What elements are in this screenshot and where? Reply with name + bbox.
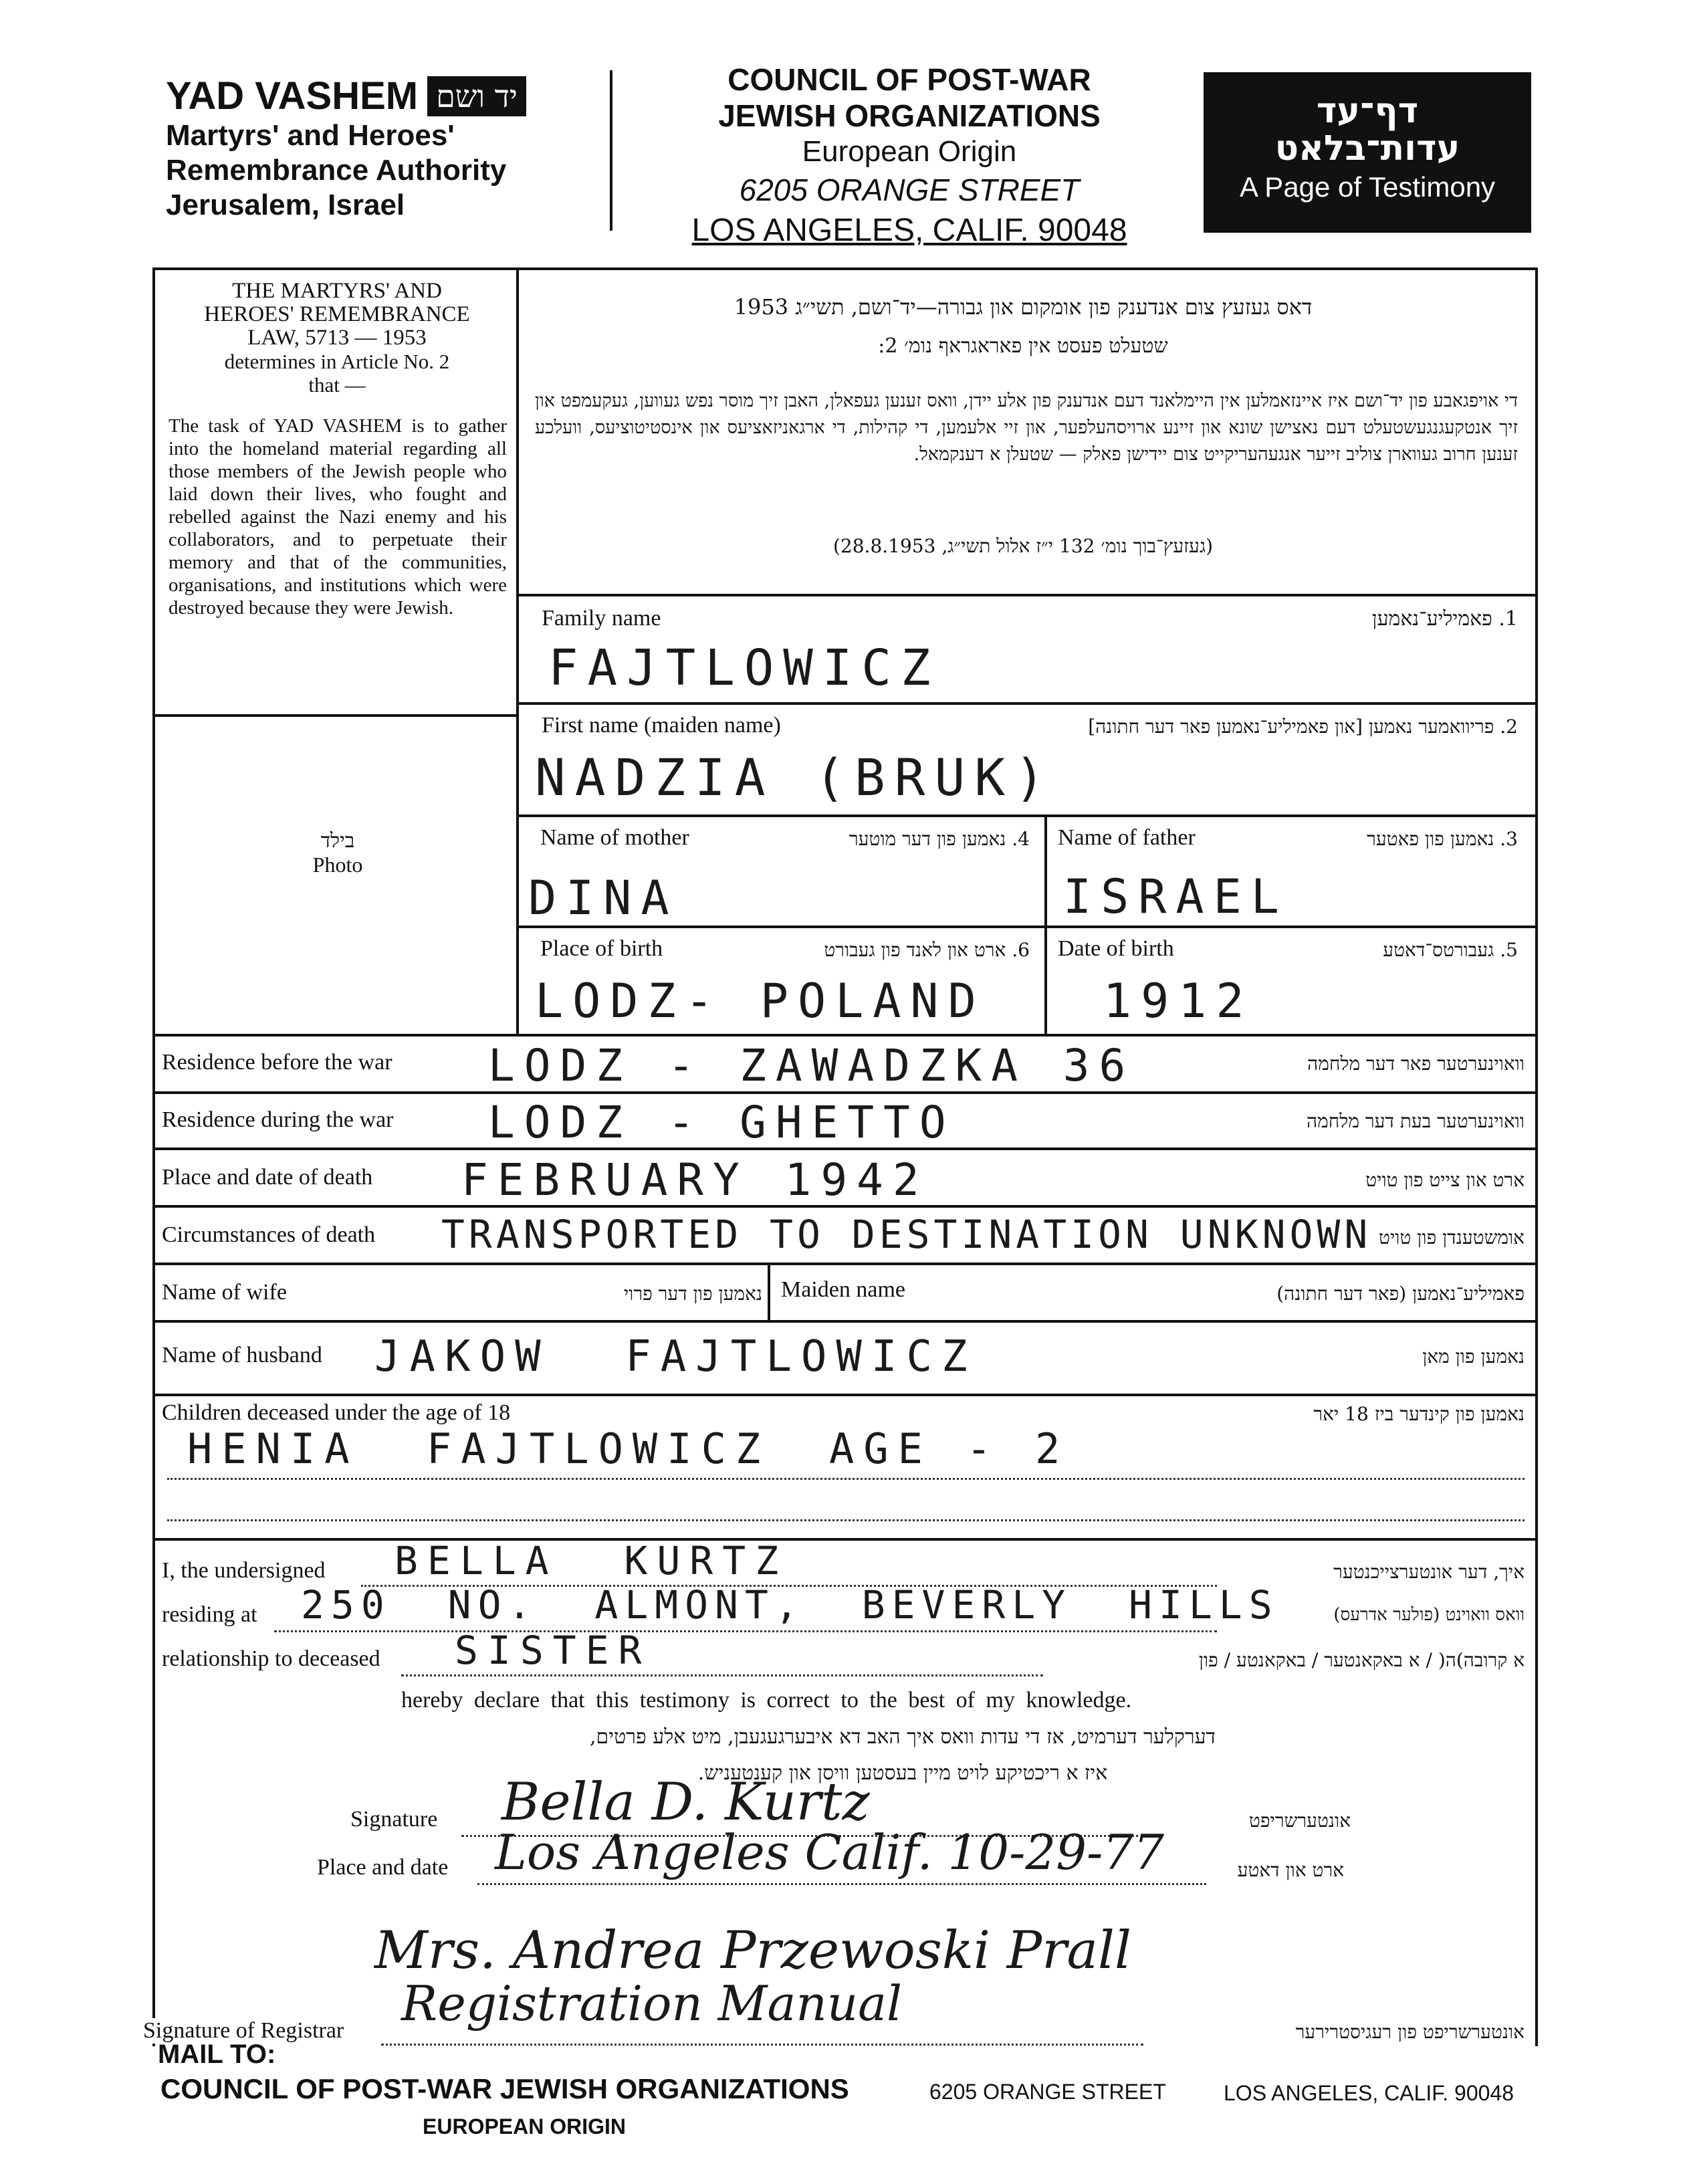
yiddish-law-ref: (געזעץ־בוך נומ׳ 132 י״ז אלול תשי״ג, 28.8.1953) [832,535,1213,557]
row-line-4 [516,925,1537,928]
header-divider [610,70,612,231]
signature-value[interactable]: Bella D. Kurtz [501,1772,870,1832]
council-line4: 6205 ORANGE STREET [739,173,1080,207]
law-bottom [152,714,519,717]
registrar-label: Signature of Registrar [143,2018,346,2044]
death-label: Place and date of death [162,1165,373,1190]
res-during-label: Residence during the war [162,1107,394,1132]
husband-heb: נאמען פון מאן [1422,1345,1525,1368]
signature-heb: אונטערשריפט [1248,1810,1351,1832]
registrar-value-1[interactable]: Mrs. Andrea Przewoski Prall [374,1921,1131,1981]
first-name-heb: 2. פריוואמער נאמען [און פאמיליע־נאמען פאר דער חתונה] [1088,716,1518,738]
relation-heb: א קרובה)ה( / א באקאנטער / באקאנטע / פון [1198,1649,1525,1671]
law-line3: LAW, 5713 — 1953 [247,326,427,350]
children-dots-2 [167,1519,1525,1521]
testimony-en: A Page of Testimony [1239,171,1496,203]
declare-heb1: דערקלער דערמיט, אז די עדות וואס איך האב דא איבערגעגעבן, מיט אלע פרטים, [590,1725,1216,1749]
residing-heb: וואס וואוינט (פולער אדרעס) [1333,1605,1525,1625]
row-line-5 [152,1091,1538,1094]
husband-label: Name of husband [162,1343,322,1368]
birth-date-heb: 5. געבורטס־דאטע [1383,939,1518,961]
yiddish-law-title: דאס געזעץ צום אנדענק פון אומקום און גבורה—יד־ושם, תשי״ג 1953 [734,294,1313,320]
father-value[interactable]: ISRAEL [1063,869,1288,924]
row-line-1 [516,594,1537,596]
wife-label: Name of wife [162,1280,287,1305]
mother-heb: 4. נאמען פון דער מוטער [849,828,1030,850]
yad-vashem-line1: Martyrs' and Heroes' [166,119,455,152]
row-line-10 [152,1394,1538,1396]
relation-dots [401,1674,1043,1676]
footer-street: 6205 ORANGE STREET [929,2080,1166,2104]
registrar-value-2[interactable]: Registration Manual [401,1975,903,2032]
husband-value[interactable]: JAKOW FAJTLOWICZ [374,1332,977,1382]
mother-value[interactable]: DINA [528,871,679,925]
photo-heb: בילד [320,829,355,853]
undersigned-value[interactable]: BELLA KURTZ [395,1538,788,1584]
footer-org: COUNCIL OF POST-WAR JEWISH ORGANIZATIONS [160,2073,849,2104]
place-date-label: Place and date [317,1855,449,1880]
page-of-testimony-box [1204,72,1531,233]
decl-right-rail [1535,1538,1538,2046]
row-line-2 [516,702,1537,705]
law-line2: HEROES' REMEMBRANCE [204,302,470,326]
relation-label: relationship to deceased [162,1646,380,1671]
footer-city: LOS ANGELES, CALIF. 90048 [1224,2081,1514,2105]
yad-vashem-name: YAD VASHEM [166,74,419,118]
col-divider [1044,814,1047,1035]
circumstances-heb: אומשטענדן פון טויט [1379,1226,1525,1248]
signature-label: Signature [350,1807,438,1832]
lower-left-rail [152,1034,155,1541]
place-date-dots [477,1883,1206,1885]
photo-area [160,829,515,877]
res-before-value[interactable]: LODZ - ZAWADZKA 36 [488,1040,1135,1091]
father-label: Name of father [1058,825,1196,850]
yiddish-law-body: די אויפגאבע פון יד־ושם איז איינזאמלען אין היימלאנד דעם אנדענק פון אלע יידן, וואס זענען געפאלן, האבן זיך מוסר נפש געווען, געקעמפט און זיך אנטקעגנגעשטעלט דעם נאצישן שונא און זיינע ארויסהעלפער, און זיי אלעמען, די קהילות, די ארגאניזאציעס און אינסטיטוציעס, וועלכע זענען חרוב געווארן צוליב זייער אנגעהעריקייט צום יידישן פאלק — שטעלן א דענקמאל. [535,391,1518,465]
decl-left-rail [152,1538,155,2046]
registrar-heb: אונטערשריפט פון רעגיסטרירער [1295,2021,1525,2043]
mother-label: Name of mother [540,825,689,850]
frame-right [1535,267,1538,1036]
law-divider [516,267,519,1036]
residing-label: residing at [162,1602,257,1627]
testimony-heb1: דף־עד [1316,91,1419,131]
law-body: The task of YAD VASHEM is to gather into the homeland material regarding all those members of the Jewish people who laid down their lives, who fought and rebelled against the Nazi enemy and his collaborators, and to perpetuate their memory and that of the communities, organisations, and institutions which were destroyed because they were Jewish. [168,415,507,619]
council-line5: LOS ANGELES, CALIF. 90048 [691,213,1127,248]
mail-to: MAIL TO: [158,2040,276,2069]
photo-label: Photo [312,853,363,877]
council-line1: COUNCIL OF POST-WAR [727,62,1091,97]
undersigned-label: I, the undersigned [162,1558,326,1583]
yiddish-law-sub: שטעלט פעסט אין פאראגראף נומ׳ 2: [878,334,1168,358]
frame-left [152,267,155,1036]
declare-en: hereby declare that this testimony is correct to the best of my knowledge. [401,1688,1132,1713]
family-name-heb: 1. פאמיליע־נאמען [1371,607,1518,631]
law-line4: determines in Article No. 2 [224,350,450,373]
place-date-heb: ארט און דאטע [1237,1859,1344,1881]
law-line5: that — [308,373,366,397]
children-age[interactable]: AGE - 2 [829,1424,1070,1473]
first-name-label: First name (maiden name) [542,713,781,738]
council-block [642,62,1177,251]
row-line-8 [152,1263,1538,1265]
yad-vashem-line2: Remembrance Authority [166,154,507,187]
birth-date-label: Date of birth [1058,936,1174,961]
residing-dots [274,1630,1217,1632]
maiden-heb: פאמיליע־נאמען (פאר דער חתונה) [1276,1283,1525,1305]
children-dots-1 [167,1478,1525,1480]
res-during-value[interactable]: LODZ - GHETTO [488,1097,955,1148]
birth-place-label: Place of birth [540,936,663,961]
yad-vashem-block [166,74,600,223]
family-name-label: Family name [542,606,661,631]
law-line1: THE MARTYRS' AND [232,279,442,303]
res-before-label: Residence before the war [162,1050,392,1075]
birth-place-value[interactable]: LODZ- POLAND [535,974,986,1028]
first-name-value[interactable]: NADZIA (BRUK) [535,748,1054,807]
father-heb: 3. נאמען פון פאטער [1367,828,1518,850]
footer-origin: EUROPEAN ORIGIN [423,2114,627,2139]
frame-bottom [152,1034,1538,1036]
law-heading [160,280,514,397]
birth-date-value[interactable]: 1912 [1103,974,1254,1028]
children-value[interactable]: HENIA FAJTLOWICZ [187,1424,770,1473]
death-heb: ארט און צייט פון טויט [1365,1169,1525,1191]
residing-value[interactable]: 250 NO. ALMONT, BEVERLY HILLS [301,1582,1279,1628]
row-line-9 [152,1320,1538,1323]
council-line2: JEWISH ORGANIZATIONS [718,98,1101,133]
row-line-11 [152,1538,1538,1541]
wife-heb: נאמען פון דער פרוי [623,1283,762,1305]
res-before-heb: וואוינערטער פאר דער מלחמה [1307,1053,1525,1075]
family-name-value[interactable]: FAJTLOWICZ [548,639,940,697]
birth-place-heb: 6. ארט און לאנד פון געבורט [824,939,1030,961]
wife-divider [768,1263,770,1321]
death-value[interactable]: FEBRUARY 1942 [461,1154,929,1206]
circumstances-label: Circumstances of death [162,1222,376,1247]
relation-value[interactable]: SISTER [455,1628,651,1673]
registrar-dots [381,2044,1143,2046]
place-date-value[interactable]: Los Angeles Calif. 10-29-77 [495,1824,1164,1880]
testimony-heb2: עדות־בלאט [1274,128,1460,169]
circumstances-value[interactable]: TRANSPORTED TO DESTINATION UNKNOWN [441,1212,1372,1257]
yad-vashem-logo: יד ושם [427,76,526,116]
yad-vashem-line3: Jerusalem, Israel [166,189,405,221]
lower-right-rail [1535,1034,1538,1541]
declare-heb2: איז א ריכטיקע לויט מיין בעסטען וויסן און קענטעניש. [697,1761,1108,1785]
row-line-3 [516,814,1537,817]
maiden-label: Maiden name [781,1277,905,1302]
children-heb: נאמען פון קינדער ביז 18 יאר [1313,1403,1525,1425]
res-during-heb: וואוינערטער בעת דער מלחמה [1306,1110,1525,1132]
frame-top [152,267,1538,270]
undersigned-heb: איך, דער אונטערצייכנטער [1333,1561,1525,1583]
children-label: Children deceased under the age of 18 [162,1400,511,1425]
council-line3: European Origin [802,135,1017,168]
